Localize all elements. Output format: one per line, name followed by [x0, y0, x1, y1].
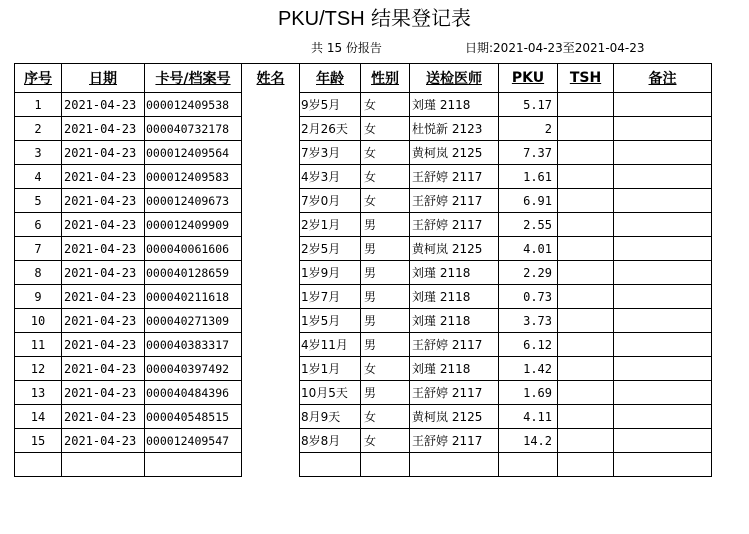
- cell-sex: 女: [361, 429, 410, 453]
- cell-doctor: 王舒婷 2117: [410, 333, 499, 357]
- cell-sex: [361, 453, 410, 477]
- cell-sex: 男: [361, 237, 410, 261]
- cell-name: [242, 165, 300, 189]
- cell-note: [614, 165, 712, 189]
- cell-pku: 1.42: [499, 357, 558, 381]
- cell-date: [62, 453, 145, 477]
- cell-name: [242, 261, 300, 285]
- cell-tsh: [558, 333, 614, 357]
- cell-card-number: 000040211618: [145, 285, 242, 309]
- cell-tsh: [558, 117, 614, 141]
- cell-note: [614, 213, 712, 237]
- cell-pku: 2: [499, 117, 558, 141]
- cell-name: [242, 429, 300, 453]
- cell-card-number: 000040061606: [145, 237, 242, 261]
- cell-note: [614, 237, 712, 261]
- cell-note: [614, 285, 712, 309]
- cell-seq: 9: [15, 285, 62, 309]
- cell-sex: 男: [361, 381, 410, 405]
- cell-tsh: [558, 165, 614, 189]
- cell-seq: 12: [15, 357, 62, 381]
- table-row: [15, 405, 712, 429]
- table-row: [15, 261, 712, 285]
- report-title-suffix: 结果登记表: [364, 6, 472, 30]
- cell-pku: 0.73: [499, 285, 558, 309]
- cell-pku: 5.17: [499, 93, 558, 117]
- cell-card-number: 000040128659: [145, 261, 242, 285]
- report-date-range: 日期:2021-04-23至2021-04-23: [465, 41, 645, 55]
- cell-sex: 女: [361, 141, 410, 165]
- cell-pku: 1.69: [499, 381, 558, 405]
- cell-date: 2021-04-23: [62, 165, 145, 189]
- cell-pku: 7.37: [499, 141, 558, 165]
- cell-name: [242, 189, 300, 213]
- cell-age: 1岁7月: [300, 285, 361, 309]
- cell-doctor: 黄柯岚 2125: [410, 141, 499, 165]
- cell-date: 2021-04-23: [62, 381, 145, 405]
- table-body: [15, 93, 712, 477]
- cell-note: [614, 357, 712, 381]
- cell-pku: 6.91: [499, 189, 558, 213]
- cell-note: [614, 453, 712, 477]
- cell-tsh: [558, 453, 614, 477]
- table-row: [15, 285, 712, 309]
- cell-name: [242, 309, 300, 333]
- cell-pku: 4.11: [499, 405, 558, 429]
- report-title: [0, 6, 749, 31]
- cell-sex: 女: [361, 117, 410, 141]
- cell-date: 2021-04-23: [62, 405, 145, 429]
- column-header-seq: 序号: [15, 64, 62, 93]
- cell-sex: 男: [361, 285, 410, 309]
- cell-card-number: 000040732178: [145, 117, 242, 141]
- cell-card-number: 000040484396: [145, 381, 242, 405]
- cell-seq: 7: [15, 237, 62, 261]
- cell-date: 2021-04-23: [62, 357, 145, 381]
- cell-date: 2021-04-23: [62, 309, 145, 333]
- table-row: [15, 117, 712, 141]
- cell-age: 1岁1月: [300, 357, 361, 381]
- cell-card-number: 000012409909: [145, 213, 242, 237]
- cell-tsh: [558, 189, 614, 213]
- cell-sex: 女: [361, 357, 410, 381]
- table-row: [15, 333, 712, 357]
- cell-seq: 1: [15, 93, 62, 117]
- cell-card-number: 000012409564: [145, 141, 242, 165]
- cell-seq: [15, 453, 62, 477]
- report-title-prefix: PKU/TSH: [277, 8, 365, 30]
- cell-name: [242, 453, 300, 477]
- cell-age: [300, 453, 361, 477]
- cell-seq: 2: [15, 117, 62, 141]
- column-header-note: 备注: [614, 64, 712, 93]
- cell-date: 2021-04-23: [62, 429, 145, 453]
- cell-note: [614, 189, 712, 213]
- table-row: [15, 381, 712, 405]
- cell-date: 2021-04-23: [62, 237, 145, 261]
- cell-note: [614, 333, 712, 357]
- cell-doctor: 黄柯岚 2125: [410, 405, 499, 429]
- cell-card-number: 000040383317: [145, 333, 242, 357]
- cell-seq: 15: [15, 429, 62, 453]
- report-count: 共 15 份报告: [311, 41, 382, 55]
- cell-date: 2021-04-23: [62, 285, 145, 309]
- cell-name: [242, 333, 300, 357]
- cell-pku: 2.55: [499, 213, 558, 237]
- cell-age: 4岁11月: [300, 333, 361, 357]
- cell-card-number: 000012409547: [145, 429, 242, 453]
- table-row: [15, 453, 712, 477]
- cell-seq: 3: [15, 141, 62, 165]
- cell-age: 9岁5月: [300, 93, 361, 117]
- table-row: [15, 165, 712, 189]
- cell-tsh: [558, 309, 614, 333]
- cell-doctor: 王舒婷 2117: [410, 429, 499, 453]
- cell-age: 2岁1月: [300, 213, 361, 237]
- cell-age: 1岁9月: [300, 261, 361, 285]
- cell-date: 2021-04-23: [62, 333, 145, 357]
- cell-date: 2021-04-23: [62, 117, 145, 141]
- cell-sex: 男: [361, 261, 410, 285]
- cell-doctor: 王舒婷 2117: [410, 381, 499, 405]
- table-row: [15, 309, 712, 333]
- cell-note: [614, 429, 712, 453]
- cell-pku: 3.73: [499, 309, 558, 333]
- cell-sex: 女: [361, 93, 410, 117]
- table-row: [15, 357, 712, 381]
- cell-seq: 8: [15, 261, 62, 285]
- cell-note: [614, 381, 712, 405]
- table-header-row: [15, 64, 712, 93]
- cell-age: 2岁5月: [300, 237, 361, 261]
- cell-card-number: 000012409583: [145, 165, 242, 189]
- cell-tsh: [558, 141, 614, 165]
- table-row: [15, 189, 712, 213]
- cell-sex: 男: [361, 309, 410, 333]
- cell-age: 4岁3月: [300, 165, 361, 189]
- column-header-date: 日期: [62, 64, 145, 93]
- cell-doctor: 王舒婷 2117: [410, 189, 499, 213]
- column-header-pku: PKU: [499, 64, 558, 93]
- cell-date: 2021-04-23: [62, 189, 145, 213]
- cell-card-number: [145, 453, 242, 477]
- cell-seq: 4: [15, 165, 62, 189]
- column-header-tsh: TSH: [558, 64, 614, 93]
- cell-doctor: 王舒婷 2117: [410, 213, 499, 237]
- cell-date: 2021-04-23: [62, 93, 145, 117]
- cell-seq: 11: [15, 333, 62, 357]
- cell-pku: 2.29: [499, 261, 558, 285]
- cell-doctor: 刘瑾 2118: [410, 285, 499, 309]
- cell-card-number: 000040271309: [145, 309, 242, 333]
- cell-sex: 男: [361, 333, 410, 357]
- table-row: [15, 213, 712, 237]
- cell-name: [242, 285, 300, 309]
- cell-sex: 男: [361, 213, 410, 237]
- cell-note: [614, 93, 712, 117]
- cell-note: [614, 141, 712, 165]
- cell-note: [614, 309, 712, 333]
- cell-age: 10月5天: [300, 381, 361, 405]
- cell-tsh: [558, 429, 614, 453]
- cell-age: 7岁3月: [300, 141, 361, 165]
- cell-seq: 10: [15, 309, 62, 333]
- cell-tsh: [558, 237, 614, 261]
- column-header-card: 卡号/档案号: [145, 64, 242, 93]
- cell-seq: 13: [15, 381, 62, 405]
- cell-pku: [499, 453, 558, 477]
- cell-age: 8岁8月: [300, 429, 361, 453]
- cell-sex: 女: [361, 189, 410, 213]
- cell-seq: 6: [15, 213, 62, 237]
- cell-name: [242, 405, 300, 429]
- cell-tsh: [558, 213, 614, 237]
- cell-doctor: 刘瑾 2118: [410, 261, 499, 285]
- cell-date: 2021-04-23: [62, 213, 145, 237]
- cell-card-number: 000012409538: [145, 93, 242, 117]
- cell-tsh: [558, 357, 614, 381]
- column-header-age: 年龄: [300, 64, 361, 93]
- cell-sex: 女: [361, 405, 410, 429]
- cell-tsh: [558, 381, 614, 405]
- cell-seq: 5: [15, 189, 62, 213]
- cell-age: 8月9天: [300, 405, 361, 429]
- column-header-name: 姓名: [242, 64, 300, 93]
- column-header-sex: 性别: [361, 64, 410, 93]
- cell-sex: 女: [361, 165, 410, 189]
- cell-date: 2021-04-23: [62, 141, 145, 165]
- cell-card-number: 000012409673: [145, 189, 242, 213]
- cell-note: [614, 117, 712, 141]
- cell-name: [242, 93, 300, 117]
- column-header-doctor: 送检医师: [410, 64, 499, 93]
- cell-doctor: 杜悦新 2123: [410, 117, 499, 141]
- cell-name: [242, 141, 300, 165]
- cell-name: [242, 381, 300, 405]
- cell-tsh: [558, 261, 614, 285]
- cell-seq: 14: [15, 405, 62, 429]
- cell-doctor: [410, 453, 499, 477]
- cell-age: 2月26天: [300, 117, 361, 141]
- cell-name: [242, 237, 300, 261]
- cell-card-number: 000040397492: [145, 357, 242, 381]
- cell-doctor: 刘瑾 2118: [410, 357, 499, 381]
- table-row: [15, 429, 712, 453]
- cell-date: 2021-04-23: [62, 261, 145, 285]
- cell-pku: 14.2: [499, 429, 558, 453]
- cell-name: [242, 357, 300, 381]
- cell-pku: 1.61: [499, 165, 558, 189]
- cell-tsh: [558, 93, 614, 117]
- cell-doctor: 刘瑾 2118: [410, 309, 499, 333]
- cell-age: 1岁5月: [300, 309, 361, 333]
- cell-note: [614, 261, 712, 285]
- cell-doctor: 黄柯岚 2125: [410, 237, 499, 261]
- cell-name: [242, 117, 300, 141]
- cell-doctor: 王舒婷 2117: [410, 165, 499, 189]
- cell-card-number: 000040548515: [145, 405, 242, 429]
- cell-pku: 6.12: [499, 333, 558, 357]
- cell-note: [614, 405, 712, 429]
- table-row: [15, 141, 712, 165]
- cell-pku: 4.01: [499, 237, 558, 261]
- table-row: [15, 237, 712, 261]
- cell-tsh: [558, 405, 614, 429]
- table-row: [15, 93, 712, 117]
- cell-age: 7岁0月: [300, 189, 361, 213]
- cell-name: [242, 213, 300, 237]
- cell-doctor: 刘瑾 2118: [410, 93, 499, 117]
- results-table: [14, 63, 712, 477]
- cell-tsh: [558, 285, 614, 309]
